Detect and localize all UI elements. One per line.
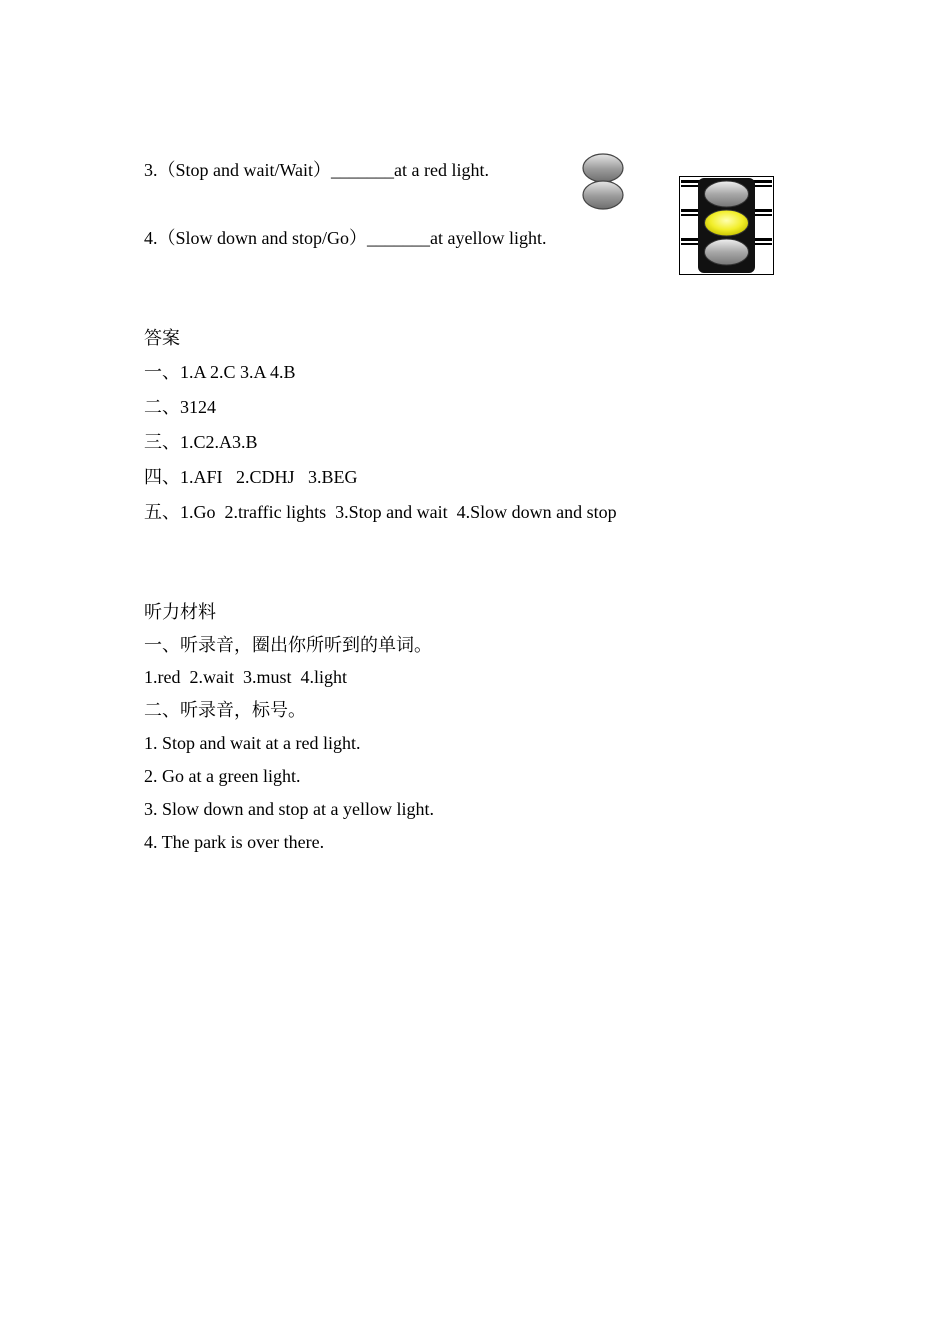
two-grey-lights-icon: [580, 152, 626, 212]
exercise-question-3: 3.（Stop and wait/Wait）_______at a red light.: [144, 160, 489, 180]
answers-title: 答案: [144, 328, 180, 348]
listening-item: 二、听录音，标号。: [144, 700, 306, 720]
listening-item: 1.red 2.wait 3.must 4.light: [144, 667, 347, 687]
listening-title: 听力材料: [144, 602, 216, 622]
answer-item: 四、1.AFI 2.CDHJ 3.BEG: [144, 467, 358, 487]
listening-item: 一、听录音，圈出你所听到的单词。: [144, 635, 432, 655]
listening-item: 3. Slow down and stop at a yellow light.: [144, 799, 434, 819]
exercise-question-4: 4.（Slow down and stop/Go）_______at ayellow light.: [144, 228, 547, 248]
traffic-light-yellow-icon: [679, 176, 774, 275]
listening-item: 2. Go at a green light.: [144, 766, 301, 786]
answer-item: 三、1.C2.A3.B: [144, 432, 258, 452]
listening-item: 1. Stop and wait at a red light.: [144, 733, 361, 753]
answer-item: 二、3124: [144, 397, 216, 417]
answer-item: 五、1.Go 2.traffic lights 3.Stop and wait 4.Slow down and stop: [144, 502, 617, 522]
listening-item: 4. The park is over there.: [144, 832, 325, 852]
answer-item: 一、1.A 2.C 3.A 4.B: [144, 362, 296, 382]
